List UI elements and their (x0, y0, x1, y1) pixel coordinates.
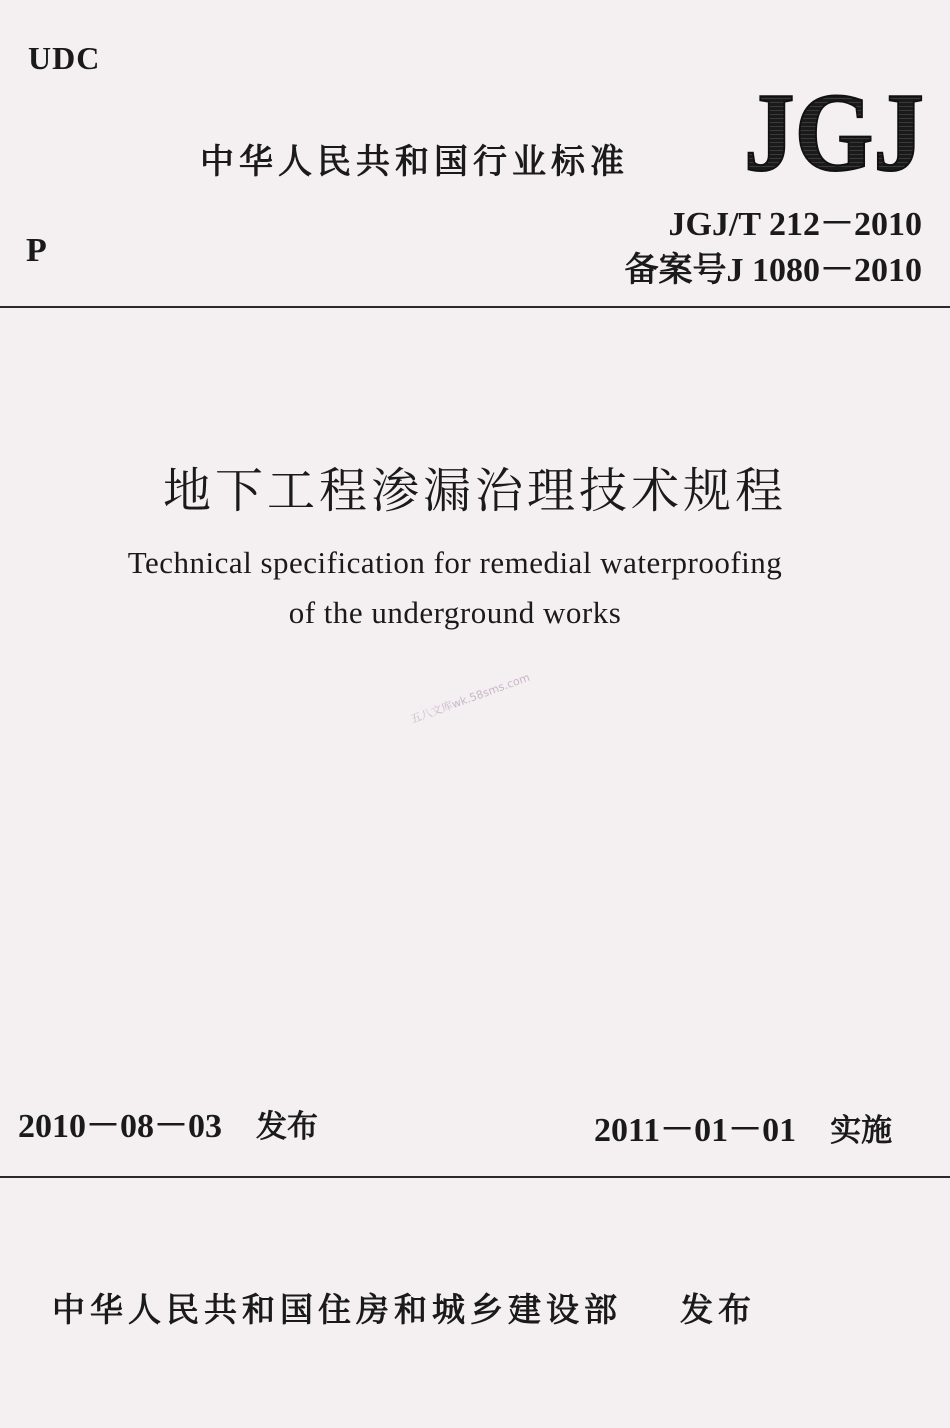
title-chinese: 地下工程渗漏治理技术规程 (162, 463, 787, 519)
category-code: P (26, 232, 47, 269)
industry-standard-heading: 中华人民共和国行业标准 (200, 142, 629, 182)
title-english-line2: of the underground works (288, 595, 622, 630)
publisher-block (52, 1284, 756, 1331)
issue-date-block (18, 1098, 318, 1147)
title-english (0, 538, 910, 638)
jgj-logo (742, 86, 926, 178)
effective-date-block (594, 1102, 892, 1151)
publisher-name: 中华人民共和国住房和城乡建设部 (52, 1290, 622, 1329)
effective-date: 2011－01－01 (594, 1112, 797, 1149)
standard-number: JGJ/T 212－2010 (668, 206, 922, 243)
bottom-divider (0, 1176, 950, 1178)
issue-label: 发布 (256, 1109, 318, 1145)
udc-label: UDC (28, 40, 101, 76)
issue-date: 2010－08－03 (18, 1108, 222, 1145)
logo-text: JGJ (744, 86, 924, 178)
watermark: 五八文库wk.58sms.com (408, 670, 532, 727)
standard-number-block (625, 202, 923, 294)
effective-label: 实施 (830, 1113, 893, 1149)
filing-number: 备案号J 1080－2010 (624, 252, 922, 289)
publish-label: 发布 (680, 1290, 756, 1329)
title-english-line1: Technical specification for remedial waterproofing (127, 545, 783, 580)
top-divider (0, 306, 950, 308)
